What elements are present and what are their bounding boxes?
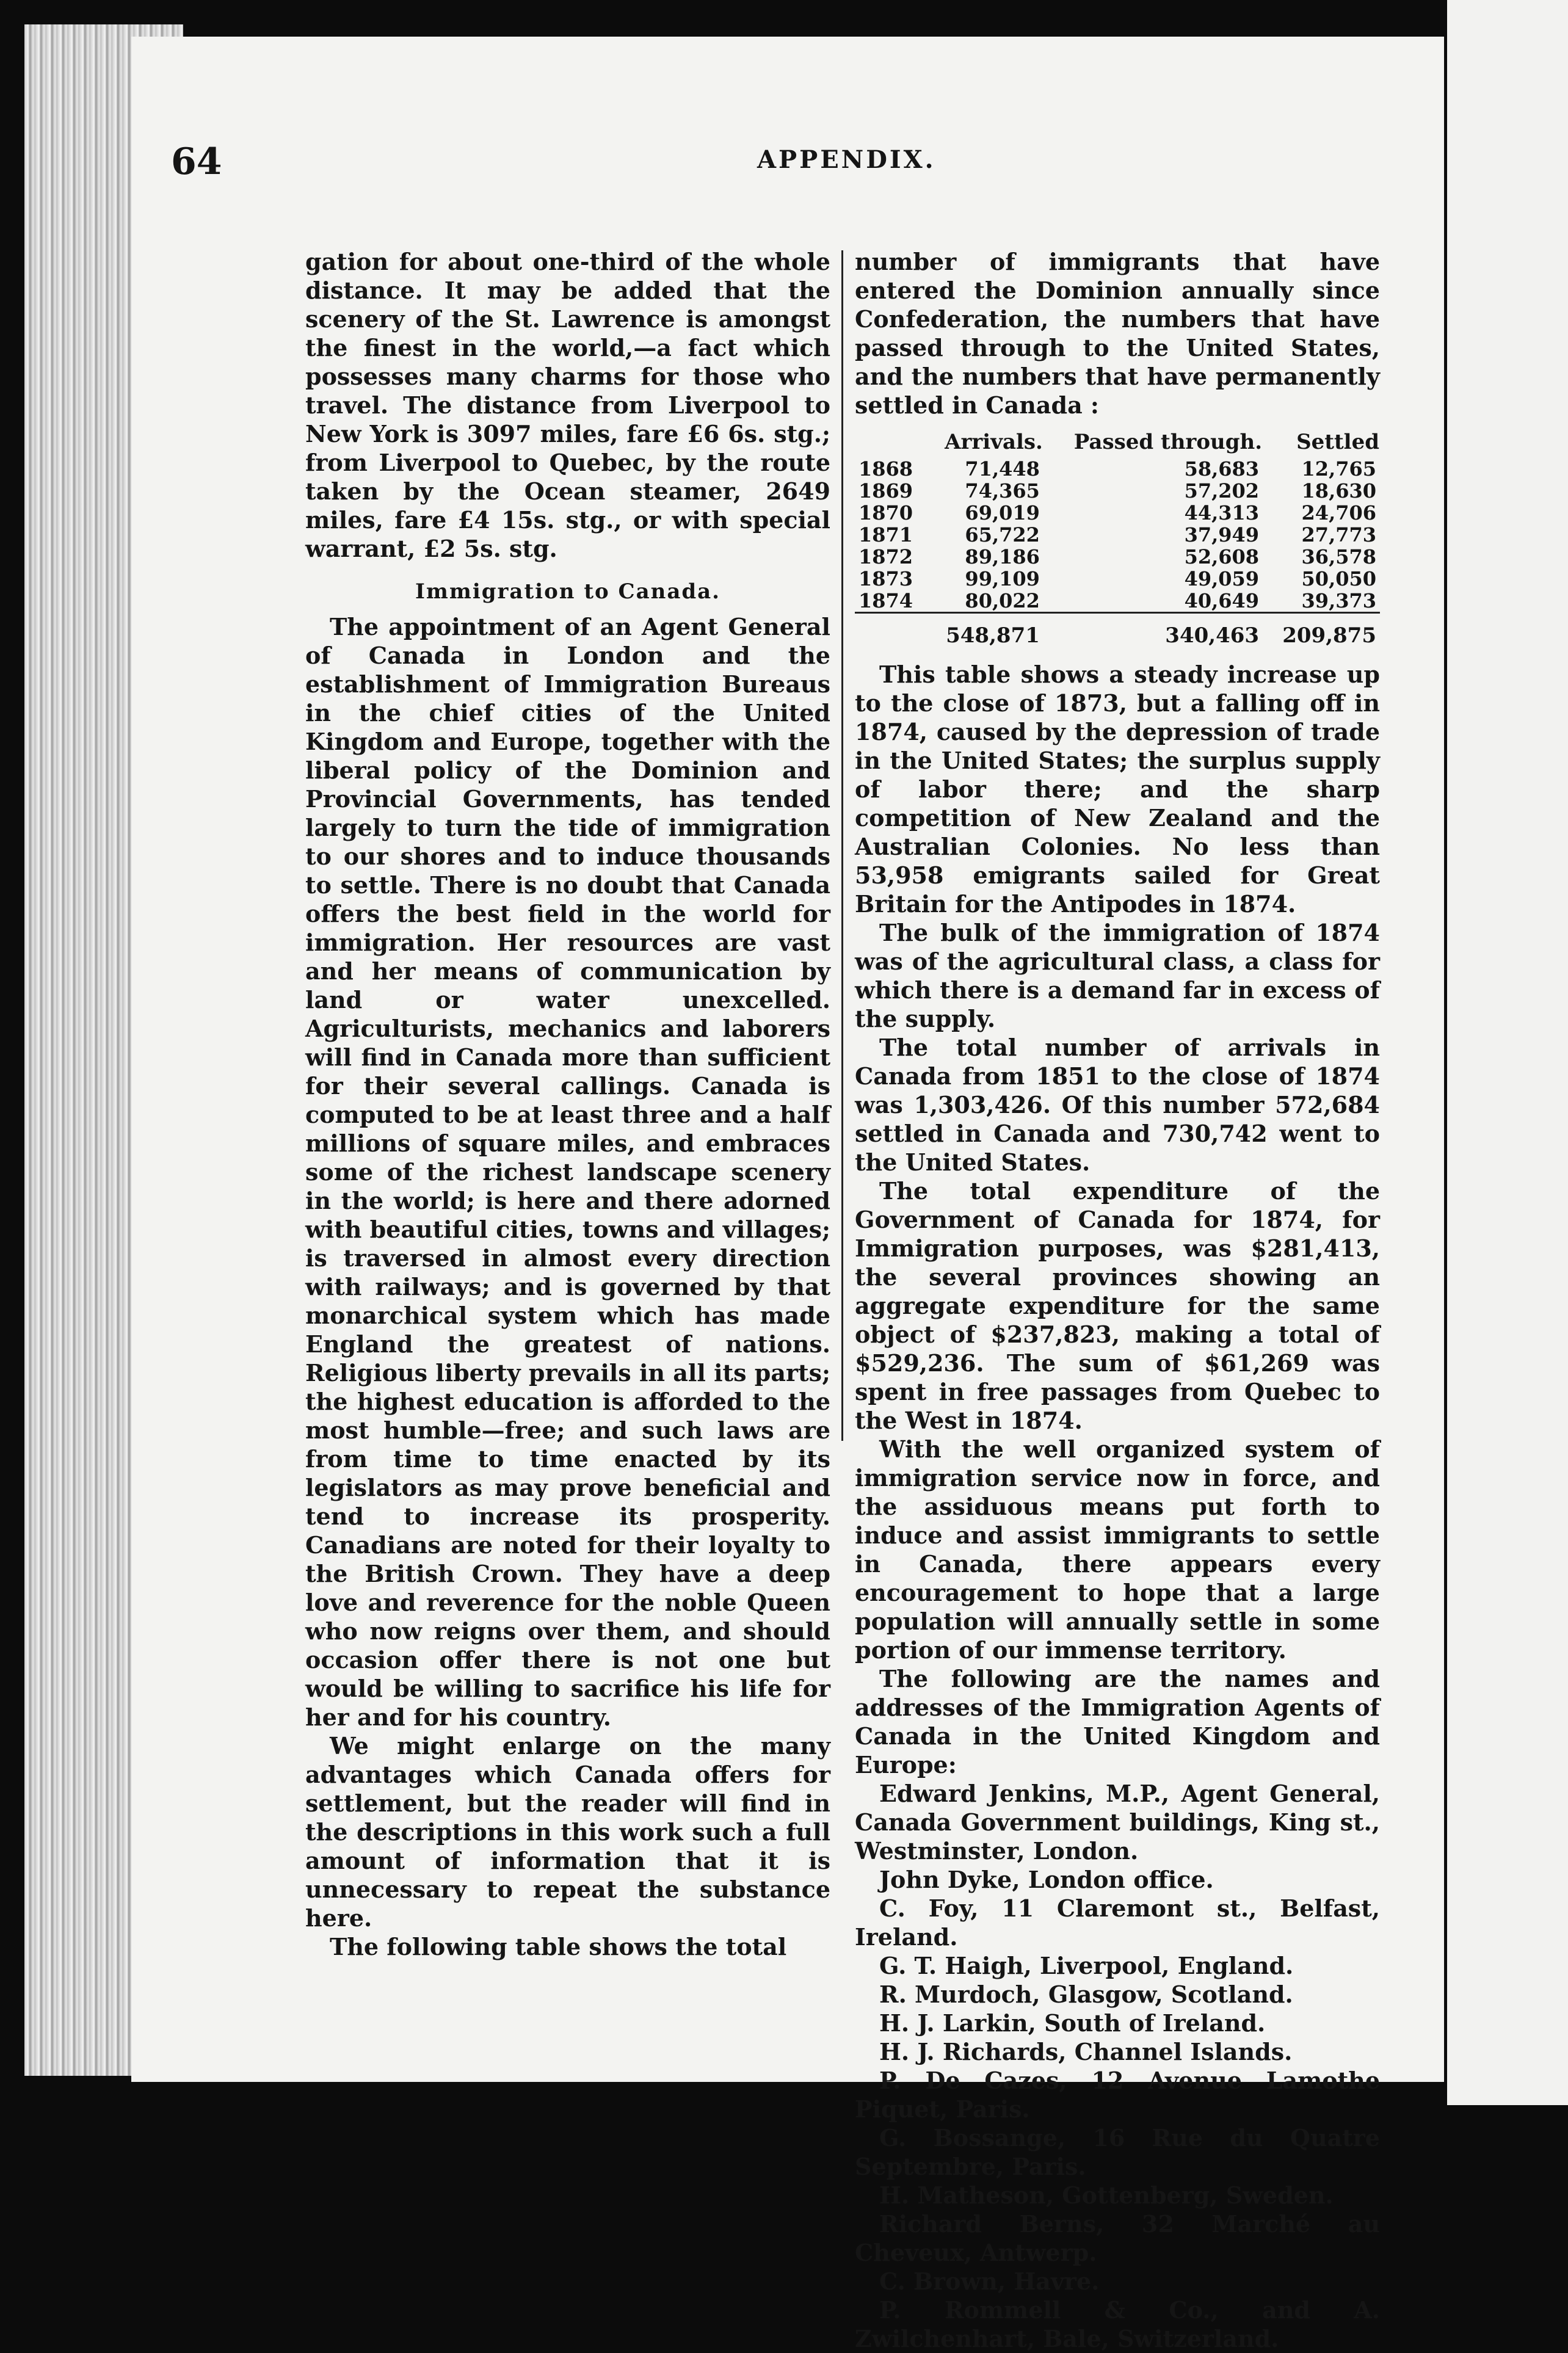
table-cell: 89,186 [965, 545, 1040, 568]
left-paragraph-2: The appointment of an Agent General of Canada in London and the establishment of Immigration Bureaus in the chief cities of the United Kingdom and Europe, together with the liberal policy of the Dominion and Provincial Governments, has tended largely to turn the tide of immigration to our shores and to induce thousands to settle. There is no doubt that Canada offers the best field in the world for immigration. Her resources are vast and her means of communication by land or water unexcelled. Agriculturists, mechanics and laborers will find in Canada more than sufficient for their several callings. Canada is computed to be at least three and a half millions of square miles, and embraces some of the richest landscape scenery in the world; is here and there adorned with beautiful cities, towns and villages; is traversed in almost every direction with railways; and is governed by that monarchical system which has made England the greatest of nations. Religious liberty prevails in all its parts; the highest education is afforded to the most humble—free; and such laws are from time to time enacted by its legislators as may prove beneficial and tend to increase its prosperity. Canadians are noted for their loyalty to the British Crown. They have a deep love and reverence for the noble Queen who now reigns over them, and should occasion offer there is not one but would be willing to sacrifice his life for her and for his country. [305, 613, 830, 1731]
right-paragraph-5: The total expenditure of the Government of Canada for 1874, for Immigration purposes, was $281,413, the several provinces showing an aggregate expenditure for the same object of $237,823, making a total of $529,236. The sum of $61,269 was spent in free passages from Quebec to the West in 1874. [855, 1177, 1380, 1434]
table-cell: 52,608 [1184, 545, 1260, 568]
table-cell: 65,722 [965, 523, 1040, 546]
table-row [855, 546, 1380, 568]
right-paragraph-2: This table shows a steady increase up to the close of 1873, but a falling off in 1874, caused by the depression of trade in the United States; the surplus supply of labor there; and the sharp competition of New Zealand and the Australian Colonies. No less than 53,958 emigrants sailed for Great Britain for the Antipodes in 1874. [855, 661, 1380, 918]
table-cell: 36,578 [1301, 545, 1376, 568]
agent-entry: C. Brown, Havre. [879, 2268, 1100, 2295]
right-paragraph-3: The bulk of the immigration of 1874 was of the agricultural class, a class for which there is a demand far in excess of the supply. [855, 919, 1380, 1032]
table-cell: 209,875 [1263, 613, 1380, 647]
table-header: Passed through. [1073, 430, 1263, 454]
agent-entry: H. J. Richards, Channel Islands. [879, 2038, 1293, 2065]
table-cell: 57,202 [1184, 479, 1260, 502]
agent-entry: H. Matheson, Gottenberg, Sweden. [879, 2181, 1334, 2209]
table-row [855, 524, 1380, 546]
table-cell: 80,022 [965, 589, 1040, 612]
right-paragraph-6: With the well organized system of immigration service now in force, and the assiduous means put forth to induce and assist immigrants to settle in Canada, there appears every encouragement to hope that a large population will annually settle in some portion of our immense territory. [855, 1435, 1380, 1664]
table-cell: 39,373 [1301, 589, 1376, 612]
table-cell: 58,683 [1184, 457, 1260, 480]
section-title: Immigration to Canada. [415, 579, 721, 604]
table-cell: 69,019 [965, 501, 1040, 524]
table-cell: 99,109 [965, 567, 1040, 590]
table-cell: 1872 [858, 545, 913, 568]
agent-entry: C. Foy, 11 Claremont st., Belfast, Ireland. [855, 1894, 1380, 1951]
agent-entry: P. Rommell & Co., and A. Zwilchenhart, Bale, Switzerland. [855, 2296, 1380, 2352]
agent-entry: G. Bossange, 16 Rue du Quatre Septembre, Paris. [855, 2124, 1380, 2180]
table-header: Arrivals. [945, 430, 1043, 454]
table-row [855, 590, 1380, 613]
table-header: Settled [1296, 430, 1379, 454]
right-paragraph-4: The total number of arrivals in Canada from 1851 to the close of 1874 was 1,303,426. Of this number 572,684 settled in Canada and 730,742 went to the United States. [855, 1034, 1380, 1176]
table-cell: 548,871 [926, 613, 1044, 647]
left-paragraph-3: We might enlarge on the many advantages which Canada offers for settlement, but the reader will find in the descriptions in this work such a full amount of information that it is unnecessary to repeat the substance here. [305, 1732, 830, 1932]
agent-entry: Richard Berns, 32 Marché au Cheveux, Antwerp. [855, 2210, 1380, 2266]
running-head: APPENDIX. [757, 145, 936, 174]
table-header [855, 430, 926, 458]
table-row [855, 480, 1380, 502]
table-cell: 44,313 [1184, 501, 1260, 524]
table-cell: 1873 [858, 567, 913, 590]
right-paragraph-7: The following are the names and addresses of the Immigration Agents of Canada in the United Kingdom and Europe: [855, 1665, 1380, 1778]
table-row [855, 502, 1380, 524]
right-paragraph-1: number of immigrants that have entered the Dominion annually since Confederation, the numbers that have passed through to the United States, and the numbers that have permanently settled in Canada : [855, 248, 1380, 419]
table-cell [855, 613, 926, 647]
table-cell: 1871 [858, 523, 913, 546]
agent-entry: Edward Jenkins, M.P., Agent General, Canada Government buildings, King st., Westminster, London. [855, 1780, 1380, 1865]
table-cell: 18,630 [1301, 479, 1376, 502]
right-column [855, 247, 1380, 2353]
table-cell: 27,773 [1301, 523, 1376, 546]
left-paragraph-4: The following table shows the total [330, 1933, 787, 1960]
facing-page-edge [1447, 0, 1568, 2105]
table-cell: 74,365 [965, 479, 1040, 502]
table-cell: 71,448 [965, 457, 1040, 480]
table-cell: 40,649 [1184, 589, 1260, 612]
agent-entry: P. De Cazes, 12 Avenue Lamothe Piquet, Paris. [855, 2067, 1380, 2123]
table-header-row [855, 430, 1380, 458]
agent-entry: G. T. Haigh, Liverpool, England. [879, 1952, 1294, 1979]
table-cell: 24,706 [1301, 501, 1376, 524]
table-cell: 1870 [858, 501, 913, 524]
agent-entry: H. J. Larkin, South of Ireland. [879, 2009, 1266, 2037]
table-total-row [855, 613, 1380, 647]
table-row [855, 458, 1380, 480]
page-number: 64 [171, 140, 222, 183]
table-cell: 1868 [858, 457, 913, 480]
table-cell: 340,463 [1044, 613, 1263, 647]
table-cell: 1874 [858, 589, 913, 612]
left-column [305, 247, 830, 1961]
table-cell: 1869 [858, 479, 913, 502]
agent-entry: R. Murdoch, Glasgow, Scotland. [879, 1981, 1293, 2008]
page-header [171, 140, 1209, 201]
table-row [855, 568, 1380, 590]
table-cell: 50,050 [1301, 567, 1376, 590]
table-cell: 49,059 [1184, 567, 1260, 590]
table-cell: 37,949 [1184, 523, 1260, 546]
column-rule [841, 250, 843, 1441]
agent-entry: John Dyke, London office. [879, 1866, 1214, 1893]
left-paragraph-1: gation for about one-third of the whole distance. It may be added that the scenery of the St. Lawrence is amongst the finest in the world,—a fact which possesses many charms for those who travel. The distance from Liverpool to New York is 3097 miles, fare £6 6s. stg.; from Liverpool to Quebec, by the route taken by the Ocean steamer, 2649 miles, fare £4 15s. stg., or with special warrant, £2 5s. stg. [305, 248, 830, 562]
immigration-table [855, 430, 1380, 647]
table-cell: 12,765 [1301, 457, 1376, 480]
